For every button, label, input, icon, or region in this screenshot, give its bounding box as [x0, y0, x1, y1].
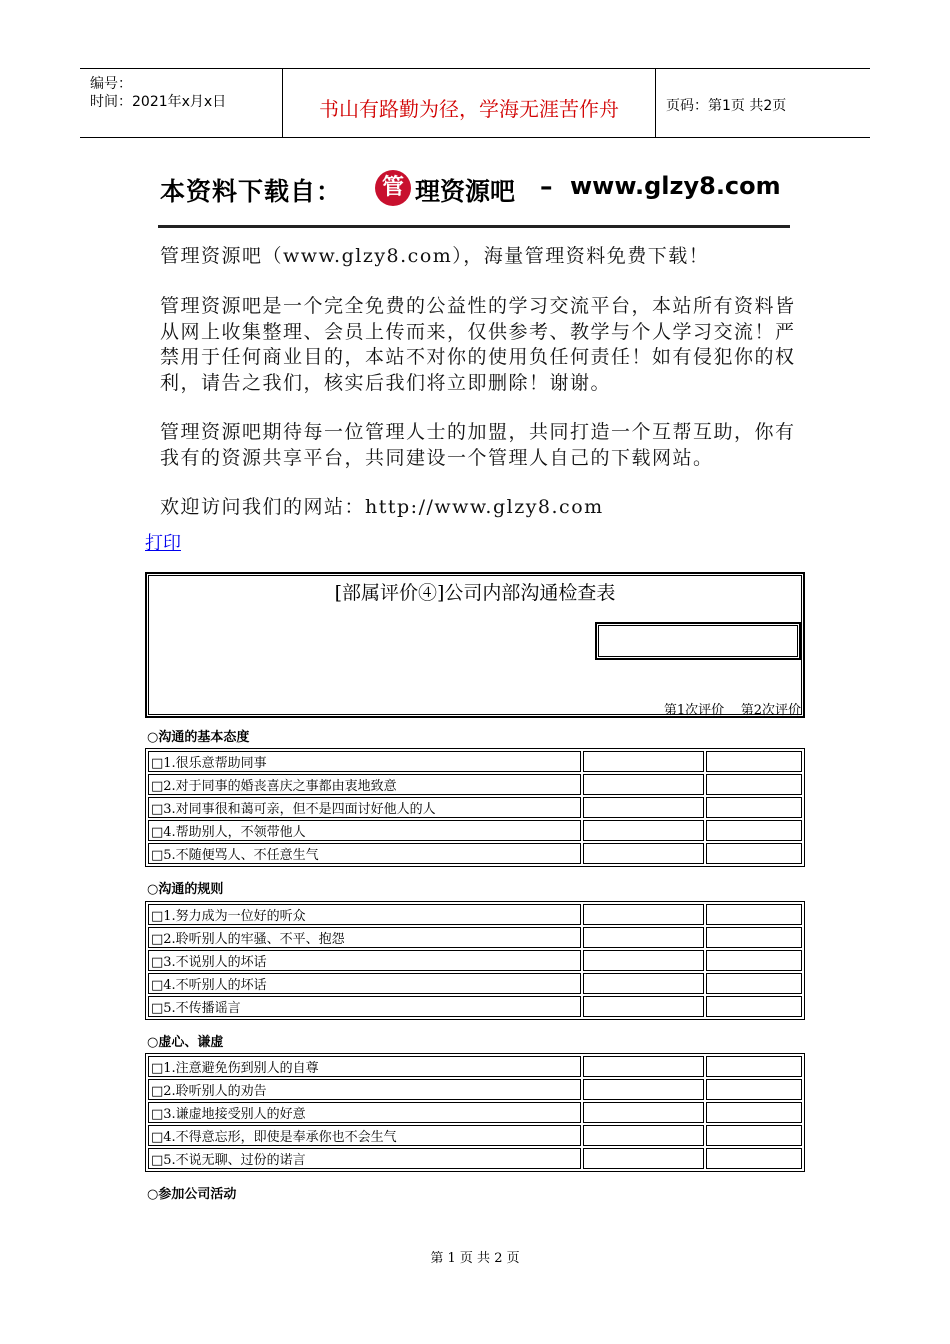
- banner-url: www.glzy8.com: [570, 172, 781, 200]
- time-label: 时间：2021年x月x日: [90, 94, 227, 110]
- table-row: [148, 797, 802, 818]
- number-label: 编号：: [90, 76, 132, 92]
- eval-1-cell[interactable]: [583, 996, 705, 1017]
- checklist-item[interactable]: □1.努力成为一位好的听众: [148, 904, 581, 925]
- eval-2-cell[interactable]: [706, 1056, 802, 1077]
- eval-2-cell[interactable]: [706, 950, 802, 971]
- eval-1-cell[interactable]: [583, 843, 705, 864]
- table-row: [148, 950, 802, 971]
- form-input-box[interactable]: [595, 622, 801, 660]
- eval-1-cell[interactable]: [583, 774, 705, 795]
- table-row: [148, 904, 802, 925]
- checklist-item[interactable]: □2.聆听别人的劝告: [148, 1079, 581, 1100]
- intro-paragraph-1: 管理资源吧（www.glzy8.com），海量管理资料免费下载！: [160, 245, 710, 267]
- eval-1-cell[interactable]: [583, 1102, 705, 1123]
- intro-paragraph-3: 管理资源吧期待每一位管理人士的加盟，共同打造一个互帮互助，你有我有的资源共享平台，共同建设一个管理人自己的下载网站。: [160, 421, 796, 469]
- banner-divider: [158, 225, 790, 228]
- page-footer: 第 1 页 共 2 页: [430, 1251, 520, 1266]
- eval-2-cell[interactable]: [706, 1079, 802, 1100]
- eval-1-cell[interactable]: [583, 1125, 705, 1146]
- eval-1-cell[interactable]: [583, 1056, 705, 1077]
- table-row: [148, 973, 802, 994]
- eval-2-cell[interactable]: [706, 1125, 802, 1146]
- header-meta-cell: [80, 69, 283, 137]
- eval-2-cell[interactable]: [706, 927, 802, 948]
- checklist-item[interactable]: □3.对同事很和蔼可亲，但不是四面讨好他人的人: [148, 797, 581, 818]
- table-row: [148, 774, 802, 795]
- site-logo-icon: 管: [375, 170, 411, 206]
- table-row: [148, 996, 802, 1017]
- form-title-box: [145, 572, 805, 718]
- checklist-item[interactable]: □1.很乐意帮助同事: [148, 751, 581, 772]
- table-row: [148, 927, 802, 948]
- section-title: ○虚心、谦虚: [147, 1035, 224, 1050]
- banner-prefix: 本资料下载自：: [160, 177, 343, 206]
- eval-2-cell[interactable]: [706, 1148, 802, 1169]
- table-row: [148, 1102, 802, 1123]
- checklist-item[interactable]: □4.帮助别人，不领带他人: [148, 820, 581, 841]
- table-row: [148, 751, 802, 772]
- eval-1-cell[interactable]: [583, 1079, 705, 1100]
- print-link[interactable]: 打印: [145, 533, 181, 554]
- eval-2-cell[interactable]: [706, 774, 802, 795]
- checklist-table-attitude: [145, 748, 805, 867]
- header-page-cell: [656, 69, 870, 137]
- intro-paragraph-2: 管理资源吧是一个完全免费的公益性的学习交流平台，本站所有资料皆从网上收集整理、会员上传而来，仅供参考、教学与个人学习交流！严禁用于任何商业目的，本站不对你的使用负任何责任！如有侵犯你的权利，请告之我们，核实后我们将立即删除！谢谢。: [160, 295, 796, 394]
- eval-2-cell[interactable]: [706, 996, 802, 1017]
- eval-2-cell[interactable]: [706, 904, 802, 925]
- eval-1-cell[interactable]: [583, 950, 705, 971]
- section-title: ○沟通的基本态度: [147, 730, 250, 745]
- checklist-item[interactable]: □3.谦虚地接受别人的好意: [148, 1102, 581, 1123]
- table-row: [148, 1125, 802, 1146]
- section-title: ○参加公司活动: [147, 1187, 237, 1202]
- eval-1-cell[interactable]: [583, 820, 705, 841]
- eval-1-cell[interactable]: [583, 797, 705, 818]
- eval-2-cell[interactable]: [706, 843, 802, 864]
- checklist-item[interactable]: □5.不传播谣言: [148, 996, 581, 1017]
- eval-2-cell[interactable]: [706, 797, 802, 818]
- eval-2-cell[interactable]: [706, 1102, 802, 1123]
- checklist-item[interactable]: □2.对于同事的婚丧喜庆之事都由衷地致意: [148, 774, 581, 795]
- table-row: [148, 820, 802, 841]
- eval-2-cell[interactable]: [706, 973, 802, 994]
- table-row: [148, 1056, 802, 1077]
- checklist-item[interactable]: □2.聆听别人的牢骚、不平、抱怨: [148, 927, 581, 948]
- section-title: ○沟通的规则: [147, 882, 224, 897]
- motto: 书山有路勤为径，学海无涯苦作舟: [319, 97, 619, 121]
- checklist-item[interactable]: □1.注意避免伤到别人的自尊: [148, 1056, 581, 1077]
- form-title: [部属评价④]公司内部沟通检查表: [334, 582, 616, 604]
- checklist-item[interactable]: □5.不说无聊、过份的诺言: [148, 1148, 581, 1169]
- checklist-item[interactable]: □5.不随便骂人、不任意生气: [148, 843, 581, 864]
- checklist-table-humility: [145, 1053, 805, 1172]
- eval-1-cell[interactable]: [583, 1148, 705, 1169]
- page-info: 页码：第1页 共2页: [666, 98, 787, 114]
- banner-site-name: 理资源吧: [415, 177, 516, 206]
- download-banner: [160, 170, 790, 210]
- checklist-item[interactable]: □4.不得意忘形，即使是奉承你也不会生气: [148, 1125, 581, 1146]
- header-motto-cell: [283, 69, 656, 137]
- banner-dash: –: [540, 172, 553, 201]
- table-row: [148, 843, 802, 864]
- checklist-item[interactable]: □4.不听别人的坏话: [148, 973, 581, 994]
- eval-1-cell[interactable]: [583, 904, 705, 925]
- page-header: [80, 68, 870, 138]
- eval-2-cell[interactable]: [706, 751, 802, 772]
- table-row: [148, 1148, 802, 1169]
- checklist-item[interactable]: □3.不说别人的坏话: [148, 950, 581, 971]
- eval-2-header: 第2次评价: [740, 703, 801, 718]
- eval-headers: [664, 699, 801, 718]
- table-row: [148, 1079, 802, 1100]
- eval-1-cell[interactable]: [583, 927, 705, 948]
- checklist-table-rules: [145, 901, 805, 1020]
- eval-2-cell[interactable]: [706, 820, 802, 841]
- eval-1-cell[interactable]: [583, 973, 705, 994]
- intro-paragraph-4: 欢迎访问我们的网站：http://www.glzy8.com: [160, 496, 604, 518]
- eval-1-cell[interactable]: [583, 751, 705, 772]
- eval-1-header: 第1次评价: [663, 703, 725, 718]
